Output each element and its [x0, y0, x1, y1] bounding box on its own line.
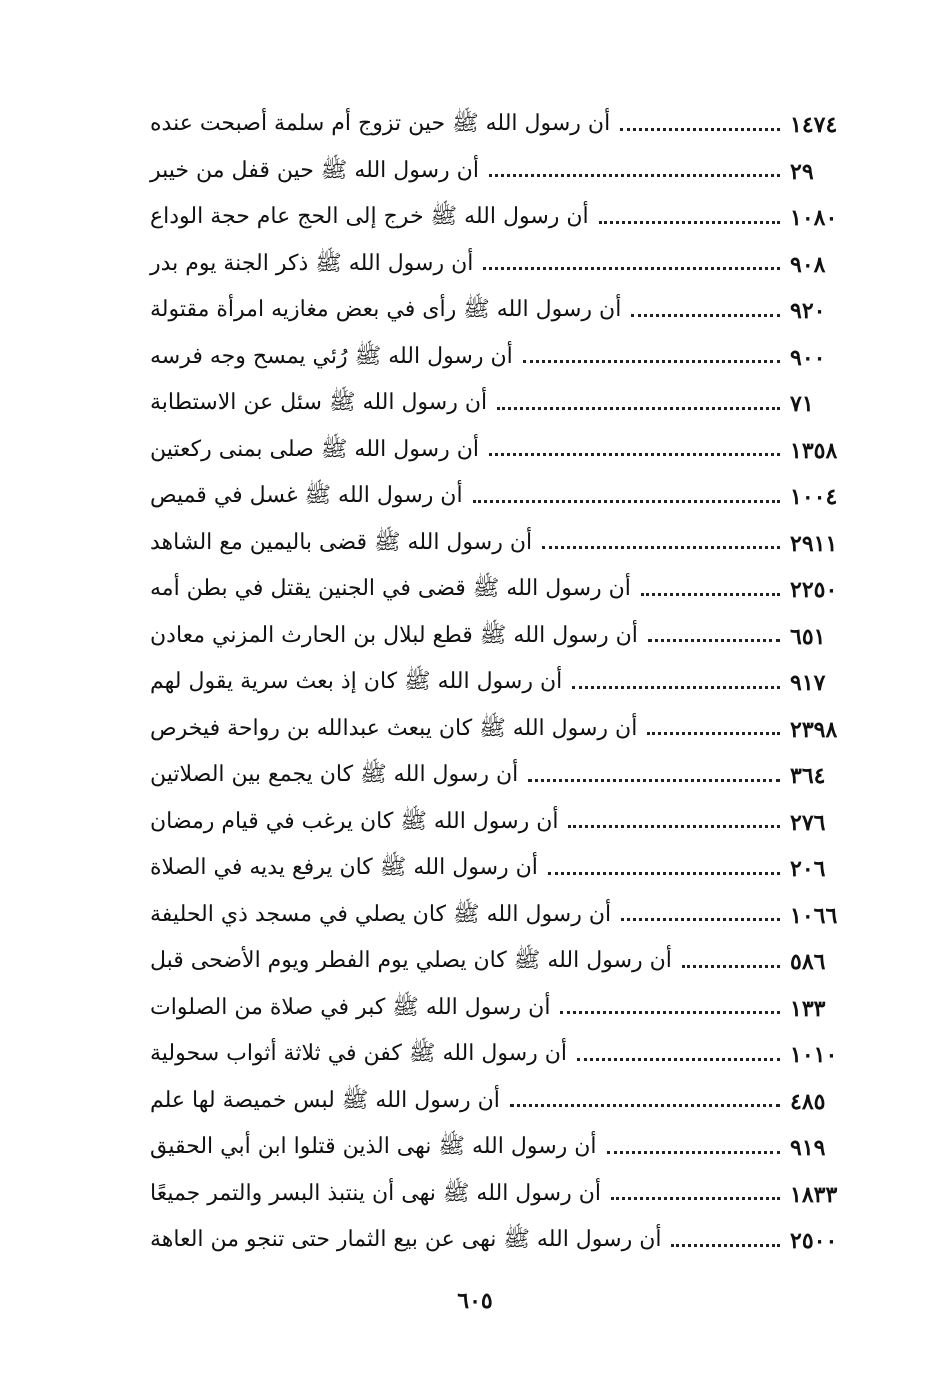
entry-text: أن رسول الله ﷺ كفن في ثلاثة أثواب سحولية: [150, 1041, 568, 1067]
index-entry: [150, 1032, 850, 1079]
entry-page-number: ٥٨٦: [790, 949, 826, 976]
dot-leader: [568, 825, 780, 828]
entry-text: أن رسول الله ﷺ نهى عن بيع الثمار حتى تنجو من العاهة: [150, 1227, 662, 1253]
dot-leader: [647, 732, 780, 735]
hadith-index-list: [150, 102, 850, 1265]
entry-text: أن رسول الله ﷺ حين تزوج أم سلمة أصبحت عنده: [150, 111, 611, 137]
entry-text: أن رسول الله ﷺ كان يصلي في مسجد ذي الحليفة: [150, 901, 612, 927]
entry-page-number: ٢٥٠٠: [790, 1228, 838, 1255]
dot-leader: [510, 1104, 780, 1107]
index-entry: [150, 149, 850, 196]
entry-page-number: ١٠٨٠: [790, 205, 838, 232]
index-entry: [150, 195, 850, 242]
dot-leader: [489, 174, 780, 177]
dot-leader: [572, 686, 780, 689]
footer-page-number: ٦٠٥: [457, 1288, 493, 1314]
dot-leader: [682, 965, 780, 968]
index-entry: [150, 1125, 850, 1172]
dot-leader: [671, 1244, 780, 1247]
entry-text: أن رسول الله ﷺ كبر في صلاة من الصلوات: [150, 994, 551, 1020]
dot-leader: [528, 779, 780, 782]
entry-page-number: ٢٠٦: [790, 856, 826, 883]
dot-leader: [621, 918, 780, 921]
dot-leader: [631, 314, 780, 317]
dot-leader: [641, 593, 780, 596]
index-entry: [150, 939, 850, 986]
entry-page-number: ٢٢٥٠: [790, 577, 838, 604]
index-entry: [150, 846, 850, 893]
index-entry: [150, 567, 850, 614]
dot-leader: [607, 1151, 780, 1154]
entry-page-number: ١٨٣٣: [790, 1181, 838, 1208]
entry-page-number: ١٣٥٨: [790, 437, 838, 464]
index-entry: [150, 242, 850, 289]
index-entry: [150, 474, 850, 521]
entry-page-number: ٦٥١: [790, 623, 826, 650]
dot-leader: [489, 453, 780, 456]
dot-leader: [542, 546, 780, 549]
entry-page-number: ١٣٣: [790, 995, 826, 1022]
index-entry: [150, 800, 850, 847]
dot-leader: [599, 221, 780, 224]
entry-text: أن رسول الله ﷺ نهى أن ينتبذ البسر والتمر جميعًا: [150, 1180, 601, 1206]
dot-leader: [620, 128, 780, 131]
entry-page-number: ١٠٠٤: [790, 484, 838, 511]
dot-leader: [560, 1011, 780, 1014]
entry-text: أن رسول الله ﷺ سئل عن الاستطابة: [150, 390, 488, 416]
index-entry: [150, 335, 850, 382]
entry-page-number: ٩٠٠: [790, 344, 826, 371]
index-entry: [150, 102, 850, 149]
index-entry: [150, 893, 850, 940]
index-entry: [150, 521, 850, 568]
entry-text: أن رسول الله ﷺ كان يرغب في قيام رمضان: [150, 808, 559, 834]
entry-text: أن رسول الله ﷺ كان يصلي يوم الفطر ويوم الأضحى قبل: [150, 948, 672, 974]
entry-page-number: ٩١٩: [790, 1135, 826, 1162]
index-entry: [150, 986, 850, 1033]
index-entry: [150, 1218, 850, 1265]
entry-text: أن رسول الله ﷺ لبس خميصة لها علم: [150, 1087, 500, 1113]
entry-text: أن رسول الله ﷺ قضى باليمين مع الشاهد: [150, 529, 533, 555]
dot-leader: [648, 639, 780, 642]
index-entry: [150, 753, 850, 800]
entry-text: أن رسول الله ﷺ قضى في الجنين يقتل في بطن أمه: [150, 576, 631, 602]
entry-page-number: ٧١: [790, 391, 814, 418]
entry-page-number: ٩١٧: [790, 670, 826, 697]
entry-page-number: ١٤٧٤: [790, 112, 838, 139]
index-entry: [150, 614, 850, 661]
entry-text: أن رسول الله ﷺ رأى في بعض مغازيه امرأة مقتولة: [150, 297, 622, 323]
entry-text: أن رسول الله ﷺ نهى الذين قتلوا ابن أبي الحقيق: [150, 1134, 597, 1160]
dot-leader: [548, 872, 780, 875]
index-entry: [150, 707, 850, 754]
entry-page-number: ٢٩١١: [790, 530, 838, 557]
entry-page-number: ١٠١٠: [790, 1042, 838, 1069]
dot-leader: [523, 360, 780, 363]
entry-page-number: ٩٠٨: [790, 251, 826, 278]
index-entry: [150, 1079, 850, 1126]
dot-leader: [497, 407, 780, 410]
index-entry: [150, 660, 850, 707]
entry-page-number: ٤٨٥: [790, 1088, 826, 1115]
entry-text: أن رسول الله ﷺ كان يرفع يديه في الصلاة: [150, 855, 538, 881]
dot-leader: [473, 500, 780, 503]
entry-text: أن رسول الله ﷺ كان يجمع بين الصلاتين: [150, 762, 519, 788]
entry-page-number: ٢٣٩٨: [790, 716, 838, 743]
entry-page-number: ٢٩: [790, 158, 814, 185]
index-entry: [150, 1172, 850, 1219]
entry-text: أن رسول الله ﷺ قطع لبلال بن الحارث المزني معادن: [150, 622, 638, 648]
entry-page-number: ١٠٦٦: [790, 902, 838, 929]
index-entry: [150, 428, 850, 475]
index-entry: [150, 288, 850, 335]
entry-text: أن رسول الله ﷺ صلى بمنى ركعتين: [150, 436, 479, 462]
entry-text: أن رسول الله ﷺ خرج إلى الحج عام حجة الوداع: [150, 204, 589, 230]
entry-text: أن رسول الله ﷺ حين قفل من خيبر: [150, 157, 479, 183]
entry-page-number: ٢٧٦: [790, 809, 826, 836]
index-entry: [150, 381, 850, 428]
entry-text: أن رسول الله ﷺ كان يبعث عبدالله بن رواحة فيخرص: [150, 715, 638, 741]
entry-text: أن رسول الله ﷺ غسل في قميص: [150, 483, 463, 509]
entry-text: أن رسول الله ﷺ كان إذ بعث سرية يقول لهم: [150, 669, 563, 695]
dot-leader: [483, 267, 780, 270]
entry-page-number: ٣٦٤: [790, 763, 826, 790]
dot-leader: [577, 1058, 780, 1061]
entry-text: أن رسول الله ﷺ ذكر الجنة يوم بدر: [150, 250, 474, 276]
dot-leader: [611, 1197, 780, 1200]
entry-page-number: ٩٢٠: [790, 298, 826, 325]
entry-text: أن رسول الله ﷺ رُئي يمسح وجه فرسه: [150, 343, 513, 369]
